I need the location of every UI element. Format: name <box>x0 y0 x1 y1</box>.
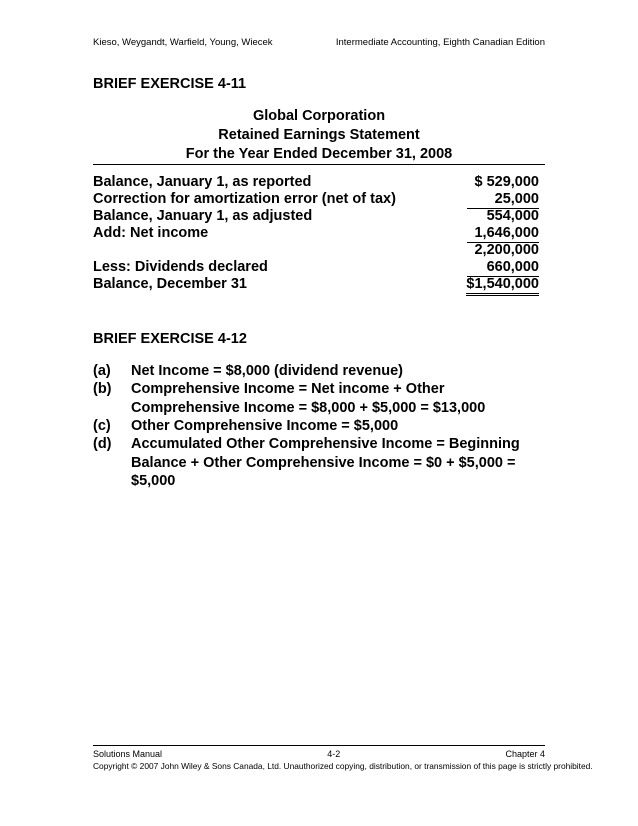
statement-rule <box>93 164 545 165</box>
item-label: (b) <box>93 381 112 397</box>
footer-copyright: Copyright © 2007 John Wiley & Sons Canada, Ltd. Unauthorized copying, distribution, or transmission of this page is strictly prohibited. <box>93 761 593 771</box>
company-name: Global Corporation <box>252 108 386 124</box>
row-amount: 660,000 <box>467 259 539 277</box>
statement-period: For the Year Ended December 31, 2008 <box>185 146 453 162</box>
row-amount: $1,540,000 <box>466 276 539 296</box>
row-amount: 1,646,000 <box>467 225 539 243</box>
statement-row <box>93 276 539 296</box>
statement-row <box>93 174 539 191</box>
row-amount: 25,000 <box>467 191 539 209</box>
footer-rule <box>93 745 545 746</box>
statement-row <box>93 208 539 225</box>
item-text: Accumulated Other Comprehensive Income = Beginning Balance + Other Comprehensive Income = $0 + $5,000 = $5,000 <box>131 436 520 489</box>
exercise-4-11-title: BRIEF EXERCISE 4-11 <box>93 76 247 92</box>
row-amount: 2,200,000 <box>474 242 539 258</box>
item-label: (a) <box>93 363 111 379</box>
exercise-4-12-title: BRIEF EXERCISE 4-12 <box>93 331 247 347</box>
header-authors: Kieso, Weygandt, Warfield, Young, Wiecek <box>93 37 273 48</box>
footer-chapter: Chapter 4 <box>505 749 545 759</box>
list-item <box>93 417 543 436</box>
row-amount: 554,000 <box>486 208 539 224</box>
list-item <box>93 435 533 491</box>
list-item <box>93 380 493 417</box>
item-text: Other Comprehensive Income = $5,000 <box>131 418 399 434</box>
row-label: Balance, January 1, as adjusted <box>93 208 313 224</box>
footer-manual: Solutions Manual <box>93 749 163 759</box>
row-label: Balance, December 31 <box>93 276 247 292</box>
item-label: (d) <box>93 436 112 452</box>
row-label: Balance, January 1, as reported <box>93 174 312 190</box>
header-book-title: Intermediate Accounting, Eighth Canadian Edition <box>335 37 545 48</box>
item-text: Comprehensive Income = Net income + Other Comprehensive Income = $8,000 + $5,000 = $13,000 <box>131 381 486 416</box>
page-footer <box>93 749 593 771</box>
row-label: Correction for amortization error (net of tax) <box>93 191 396 207</box>
statement-row <box>93 191 539 209</box>
statement-row <box>93 225 539 243</box>
footer-page-number: 4-2 <box>327 749 341 759</box>
page-header <box>93 37 545 48</box>
row-label: Less: Dividends declared <box>93 259 268 275</box>
item-text: Net Income = $8,000 (dividend revenue) <box>131 363 403 379</box>
row-amount: $ 529,000 <box>474 174 539 190</box>
statement-row <box>93 259 539 277</box>
item-label: (c) <box>93 418 111 434</box>
list-item <box>93 362 543 381</box>
row-label: Add: Net income <box>93 225 209 241</box>
statement-name: Retained Earnings Statement <box>218 127 420 143</box>
statement-row <box>93 242 539 259</box>
